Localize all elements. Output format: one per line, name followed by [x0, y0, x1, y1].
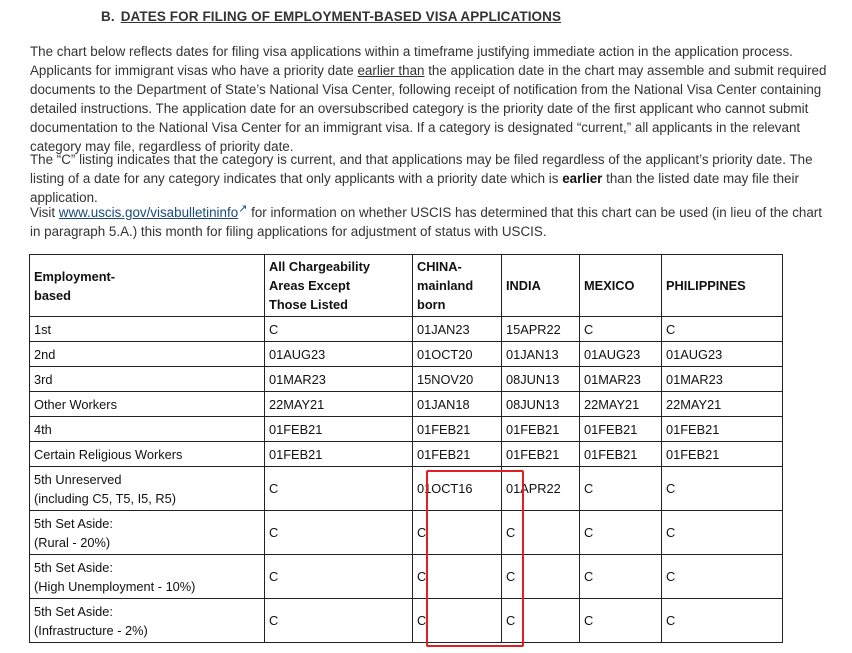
china-date-cell: 01OCT20 — [413, 342, 502, 367]
category-line: 5th Set Aside: — [34, 603, 113, 619]
table-row — [30, 342, 783, 367]
india-date-cell: C — [502, 599, 580, 643]
category-line: 1st — [34, 321, 52, 337]
header-line: Employment- — [34, 268, 116, 284]
all-date-cell: C — [265, 599, 413, 643]
philippines-date-cell: 22MAY21 — [662, 392, 783, 417]
india-date-cell: C — [502, 511, 580, 555]
all-date-cell: C — [265, 317, 413, 342]
visit-text: Visit — [30, 205, 59, 220]
header-line: All Chargeability — [269, 259, 370, 274]
mexico-date-cell: 01MAR23 — [580, 367, 662, 392]
category-cell — [30, 367, 265, 392]
china-date-cell: 01FEB21 — [413, 417, 502, 442]
header-line: Areas Except — [269, 278, 351, 293]
india-date-cell: 01JAN13 — [502, 342, 580, 367]
table-header-row — [30, 255, 783, 317]
category-cell — [30, 417, 265, 442]
header-line: CHINA- — [417, 259, 462, 274]
category-cell — [30, 392, 265, 417]
header-employment-based — [30, 255, 265, 317]
uscis-link[interactable]: www.uscis.gov/visabulletininfo — [58, 205, 239, 220]
india-date-cell: 01FEB21 — [502, 442, 580, 467]
category-cell — [30, 555, 265, 599]
header-mexico: MEXICO — [580, 255, 662, 317]
category-line: Other Workers — [34, 396, 117, 412]
header-india: INDIA — [502, 255, 580, 317]
philippines-date-cell: 01FEB21 — [662, 442, 783, 467]
china-date-cell: C — [413, 599, 502, 643]
category-line: Certain Religious Workers — [34, 446, 183, 462]
mexico-date-cell: C — [580, 317, 662, 342]
earlier-than-underlined: earlier than — [357, 63, 425, 78]
all-date-cell: 22MAY21 — [265, 392, 413, 417]
category-line: 5th Set Aside: — [34, 515, 113, 531]
header-line: mainland — [417, 278, 474, 293]
section-prefix: B. — [101, 9, 115, 24]
category-line: 2nd — [34, 346, 56, 362]
category-line: 5th Set Aside: — [34, 559, 113, 575]
category-cell — [30, 511, 265, 555]
table-row — [30, 511, 783, 555]
header-china — [413, 255, 502, 317]
all-date-cell: 01MAR23 — [265, 367, 413, 392]
all-date-cell: C — [265, 555, 413, 599]
category-cell — [30, 599, 265, 643]
philippines-date-cell: C — [662, 555, 783, 599]
philippines-date-cell: C — [662, 317, 783, 342]
china-date-cell: C — [413, 511, 502, 555]
china-date-cell: C — [413, 555, 502, 599]
current-text-1: The “C” listing indicates that the category is current, and that applications may be filed regardless of the applicant’s priority date. The listing of a date for any category indicates that only applicants with a priority date which is — [30, 152, 813, 186]
mexico-date-cell: 22MAY21 — [580, 392, 662, 417]
current-text-2: than the listed date may file their application. — [30, 171, 799, 205]
china-date-cell: 01FEB21 — [413, 442, 502, 467]
all-date-cell: 01AUG23 — [265, 342, 413, 367]
india-date-cell: 15APR22 — [502, 317, 580, 342]
category-line: 5th Unreserved — [34, 471, 122, 487]
all-date-cell: 01FEB21 — [265, 442, 413, 467]
china-date-cell: 01OCT16 — [413, 467, 502, 511]
section-heading — [101, 9, 561, 24]
header-all-chargeability — [265, 255, 413, 317]
category-cell — [30, 442, 265, 467]
philippines-date-cell: C — [662, 599, 783, 643]
all-date-cell: 01FEB21 — [265, 417, 413, 442]
mexico-date-cell: C — [580, 555, 662, 599]
uscis-paragraph: Visit www.uscis.gov/visabulletininfo↗ for information on whether USCIS has determined that this chart can be used (in lieu of the chart in paragraph 5.A.) this month for filing applications for adjustment of status with USCIS. — [30, 202, 822, 239]
category-line: 3rd — [34, 371, 53, 387]
mexico-date-cell: C — [580, 511, 662, 555]
category-cell — [30, 467, 265, 511]
table-row — [30, 392, 783, 417]
category-cell — [30, 342, 265, 367]
table-row — [30, 442, 783, 467]
philippines-date-cell: 01AUG23 — [662, 342, 783, 367]
philippines-date-cell: C — [662, 511, 783, 555]
table-row — [30, 417, 783, 442]
header-line: based — [34, 287, 71, 303]
india-date-cell: C — [502, 555, 580, 599]
all-date-cell: C — [265, 511, 413, 555]
intro-paragraph — [30, 42, 836, 156]
category-line: 4th — [34, 421, 52, 437]
table-row — [30, 555, 783, 599]
dates-for-filing-table — [29, 254, 783, 643]
category-line: (High Unemployment - 10%) — [34, 578, 196, 594]
mexico-date-cell: C — [580, 599, 662, 643]
category-cell — [30, 317, 265, 342]
table-row — [30, 317, 783, 342]
all-date-cell: C — [265, 467, 413, 511]
philippines-date-cell: 01FEB21 — [662, 417, 783, 442]
india-date-cell: 08JUN13 — [502, 367, 580, 392]
mexico-date-cell: 01FEB21 — [580, 442, 662, 467]
category-line: (Infrastructure - 2%) — [34, 622, 148, 638]
header-line: born — [417, 297, 446, 312]
table-row — [30, 367, 783, 392]
uscis-text-2: for information on whether USCIS has determined that this chart can be used (in lieu of the chart in paragraph 5.A.) this month for filing applications for adjustment of status with USCIS. — [30, 205, 822, 239]
india-date-cell: 01APR22 — [502, 467, 580, 511]
section-title: DATES FOR FILING OF EMPLOYMENT-BASED VISA APPLICATIONS — [120, 9, 562, 24]
table-row — [30, 599, 783, 643]
mexico-date-cell: 01FEB21 — [580, 417, 662, 442]
mexico-date-cell: 01AUG23 — [580, 342, 662, 367]
intro-text-1: The chart below reflects dates for filing visa applications within a timeframe justifying immediate action in the application process. Applicants for immigrant visas who have a priority date — [30, 44, 793, 78]
china-date-cell: 01JAN18 — [413, 392, 502, 417]
earlier-bold: earlier — [562, 171, 603, 186]
china-date-cell: 01JAN23 — [413, 317, 502, 342]
philippines-date-cell: C — [662, 467, 783, 511]
category-line: (including C5, T5, I5, R5) — [34, 490, 177, 506]
india-date-cell: 08JUN13 — [502, 392, 580, 417]
header-line: Those Listed — [269, 297, 348, 312]
china-date-cell: 15NOV20 — [413, 367, 502, 392]
category-line: (Rural - 20%) — [34, 534, 111, 550]
intro-text-2: the application date in the chart may assemble and submit required documents to the Department of State’s National Visa Center, following receipt of notification from the National Visa Center containing detailed instructions. The application date for an oversubscribed category is the priority date of the first applicant who cannot submit documentation to the National Visa Center for an immigrant visa. If a category is designated “current,” all applicants in the relevant category may file, regardless of priority date. — [30, 63, 827, 154]
india-date-cell: 01FEB21 — [502, 417, 580, 442]
current-listing-paragraph — [30, 150, 836, 207]
philippines-date-cell: 01MAR23 — [662, 367, 783, 392]
header-philippines: PHILIPPINES — [662, 255, 783, 317]
table-row — [30, 467, 783, 511]
mexico-date-cell: C — [580, 467, 662, 511]
